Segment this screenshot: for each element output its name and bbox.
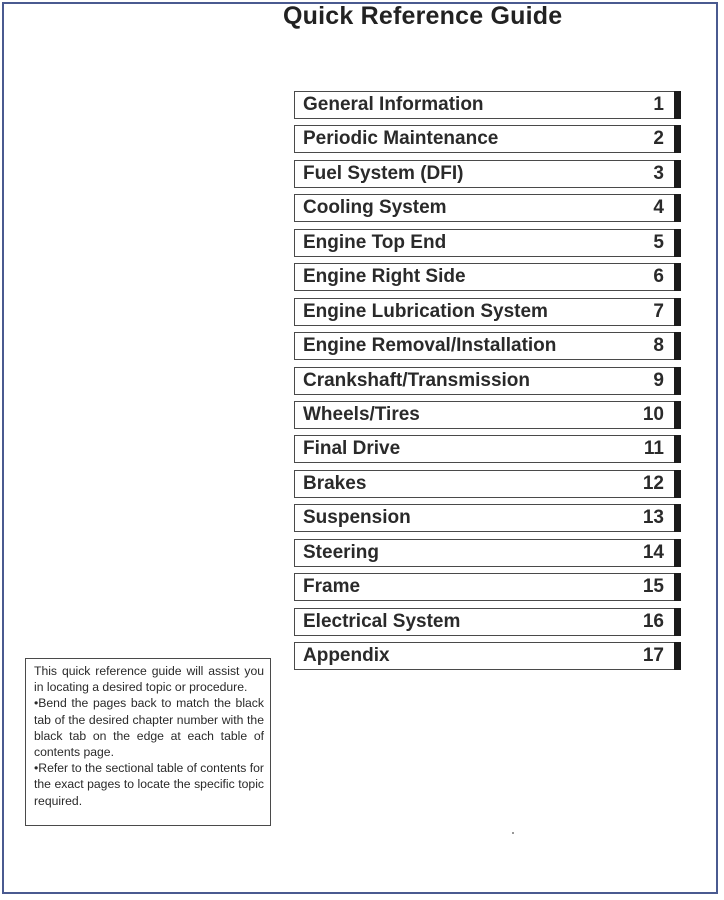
black-tab (674, 298, 681, 326)
chapter-row-suspension[interactable] (294, 504, 674, 532)
chapter-number: 1 (653, 94, 664, 115)
page-title: Quick Reference Guide (283, 2, 563, 30)
black-tab (674, 435, 681, 463)
black-tab (674, 332, 681, 360)
chapter-row-brakes[interactable] (294, 470, 674, 498)
chapter-number: 3 (653, 162, 664, 184)
black-tab (674, 608, 681, 636)
chapter-row-cooling-system[interactable] (294, 194, 674, 222)
chapter-label: Periodic Maintenance (303, 128, 499, 150)
black-tab (674, 470, 681, 498)
chapter-row-steering[interactable] (294, 539, 674, 567)
chapter-number: 2 (653, 128, 664, 150)
chapter-row-appendix[interactable] (294, 642, 674, 670)
black-tab (674, 194, 681, 222)
chapter-number: 5 (653, 231, 664, 253)
black-tab (674, 263, 681, 291)
chapter-label: Crankshaft/Transmission (303, 369, 531, 391)
chapter-label: Wheels/Tires (303, 403, 420, 425)
chapter-number: 8 (653, 335, 664, 357)
chapter-number: 9 (653, 369, 664, 391)
chapter-number: 7 (653, 300, 664, 322)
chapter-row-general-information[interactable] (294, 91, 674, 119)
chapter-number: 13 (642, 507, 664, 529)
note-intro: This quick reference guide will assist you in locating a desired topic or procedure. (34, 664, 264, 695)
chapter-row-electrical-system[interactable] (294, 608, 674, 636)
black-tab (674, 642, 681, 670)
chapter-row-wheels-tires[interactable] (294, 401, 674, 429)
chapter-number: 16 (642, 610, 664, 632)
chapter-number: 10 (642, 403, 664, 425)
chapter-label: General Information (303, 94, 484, 115)
black-tab (674, 125, 681, 153)
black-tab (674, 573, 681, 601)
black-tab (674, 401, 681, 429)
chapter-label: Brakes (303, 472, 367, 494)
chapter-row-engine-lubrication-system[interactable] (294, 298, 674, 326)
chapter-label: Engine Top End (303, 231, 447, 253)
chapter-label: Frame (303, 576, 361, 598)
chapter-index (294, 91, 682, 676)
chapter-number: 15 (642, 576, 664, 598)
chapter-number: 12 (642, 472, 664, 494)
chapter-number: 17 (642, 645, 664, 666)
chapter-number: 6 (653, 266, 664, 288)
black-tab (674, 539, 681, 567)
note-bullet: •Bend the pages back to match the black tab of the desired chapter number with the black tab on the edge at each table of contents page. (34, 696, 264, 760)
chapter-label: Fuel System (DFI) (303, 162, 464, 184)
chapter-row-crankshaft-transmission[interactable] (294, 367, 674, 395)
chapter-row-periodic-maintenance[interactable] (294, 125, 674, 153)
black-tab (674, 160, 681, 188)
chapter-label: Engine Right Side (303, 266, 466, 288)
black-tab (674, 504, 681, 532)
chapter-label: Electrical System (303, 610, 461, 632)
note-bullet: •Refer to the sectional table of contents for the exact pages to locate the specific topic required. (34, 761, 264, 808)
chapter-label: Cooling System (303, 197, 447, 219)
chapter-number: 14 (642, 541, 664, 563)
chapter-label: Engine Lubrication System (303, 300, 548, 322)
chapter-label: Final Drive (303, 438, 401, 460)
black-tab (674, 91, 681, 119)
chapter-row-fuel-system[interactable] (294, 160, 674, 188)
scan-speck (512, 832, 514, 834)
chapter-label: Suspension (303, 507, 411, 529)
chapter-number: 11 (643, 438, 664, 460)
chapter-row-engine-top-end[interactable] (294, 229, 674, 257)
black-tab (674, 229, 681, 257)
chapter-row-final-drive[interactable] (294, 435, 674, 463)
chapter-row-engine-right-side[interactable] (294, 263, 674, 291)
black-tab (674, 367, 681, 395)
chapter-number: 4 (653, 197, 664, 219)
chapter-label: Appendix (303, 645, 390, 666)
instructions-note (25, 658, 271, 826)
chapter-label: Engine Removal/Installation (303, 335, 557, 357)
chapter-row-engine-removal-installation[interactable] (294, 332, 674, 360)
chapter-row-frame[interactable] (294, 573, 674, 601)
chapter-label: Steering (303, 541, 380, 563)
